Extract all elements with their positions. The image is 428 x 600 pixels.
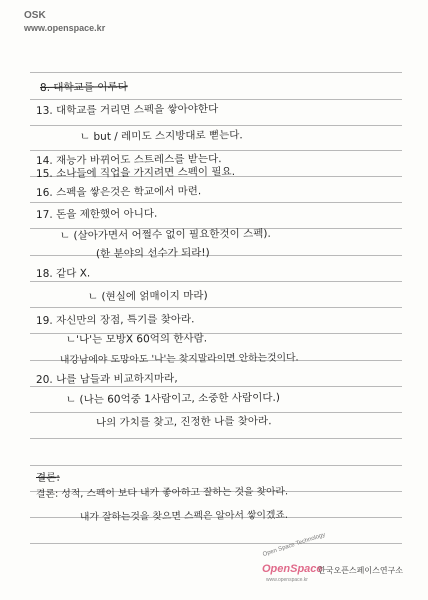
note-line: ㄴ'나'는 모방X 60억의 한사람. <box>65 332 208 346</box>
openspace-logo <box>262 532 422 592</box>
ruled-line <box>30 543 402 544</box>
note-line: ㄴ but / 레미도 스지방대로 뻗는다. <box>79 129 243 143</box>
ruled-line <box>30 99 402 100</box>
ruled-line <box>30 281 402 282</box>
website-url: www.openspace.kr <box>24 23 106 33</box>
note-line: 19. 자신만의 장점, 특기를 찾아라. <box>35 313 195 327</box>
note-line: ㄴ (현실에 얽매이지 마라) <box>87 289 208 303</box>
ruled-line <box>30 125 402 126</box>
ruled-line <box>30 465 402 466</box>
note-line: 13. 대학교를 거리면 스펙을 쌓아야한다 <box>35 103 219 117</box>
note-line: 17. 돈을 제한했어 아니다. <box>35 207 158 221</box>
note-line: ㄴ (살아가면서 어쩔수 없이 필요한것이 스펙). <box>59 227 271 242</box>
conclusion-line: 내가 잘하는것을 찾으면 스펙은 알아서 쌓이겠죠. <box>79 509 289 523</box>
logo-brand: OpenSpace <box>262 563 323 575</box>
ruled-line <box>30 438 402 439</box>
note-line: 결론: <box>35 471 60 484</box>
logo-korean-name: 한국오픈스페이스연구소 <box>318 566 404 575</box>
ruled-line <box>30 202 402 203</box>
note-line: ㄴ (나는 60억중 1사람이고, 소중한 사람이다.) <box>65 391 280 406</box>
note-line: 14. 재능가 바뀌어도 스트레스를 받는다. <box>35 153 222 167</box>
ruled-line <box>30 72 402 73</box>
conclusion-line: 결론: 성적, 스펙이 보다 내가 좋아하고 잘하는 것을 찾아라. <box>35 486 289 500</box>
note-line: 8. 대학교를 이루다 <box>39 81 128 94</box>
page-header <box>24 10 105 34</box>
note-line: 16. 스펙을 쌓은것은 학교에서 마련. <box>35 185 202 199</box>
note-line: (한 분야의 선수가 되라!) <box>95 246 210 260</box>
note-line: 나의 가치를 찾고, 진정한 나를 찾아라. <box>95 415 272 429</box>
ruled-line <box>30 255 402 256</box>
note-line: 내강남에야 도망아도 '나'는 찾지말라이면 안하는것이다. <box>59 352 299 366</box>
note-line: 18. 같다 X. <box>35 267 91 280</box>
note-line: 20. 나를 남들과 비교하지마라, <box>35 372 178 386</box>
note-line: 15. 소나들에 직업을 가지려면 스펙이 필요. <box>35 165 236 180</box>
logo-tagline: Open Space Technology <box>262 532 327 558</box>
logo-url: www.openspace.kr <box>266 577 308 583</box>
org-name: OSK <box>24 10 46 21</box>
ruled-line <box>30 307 402 308</box>
